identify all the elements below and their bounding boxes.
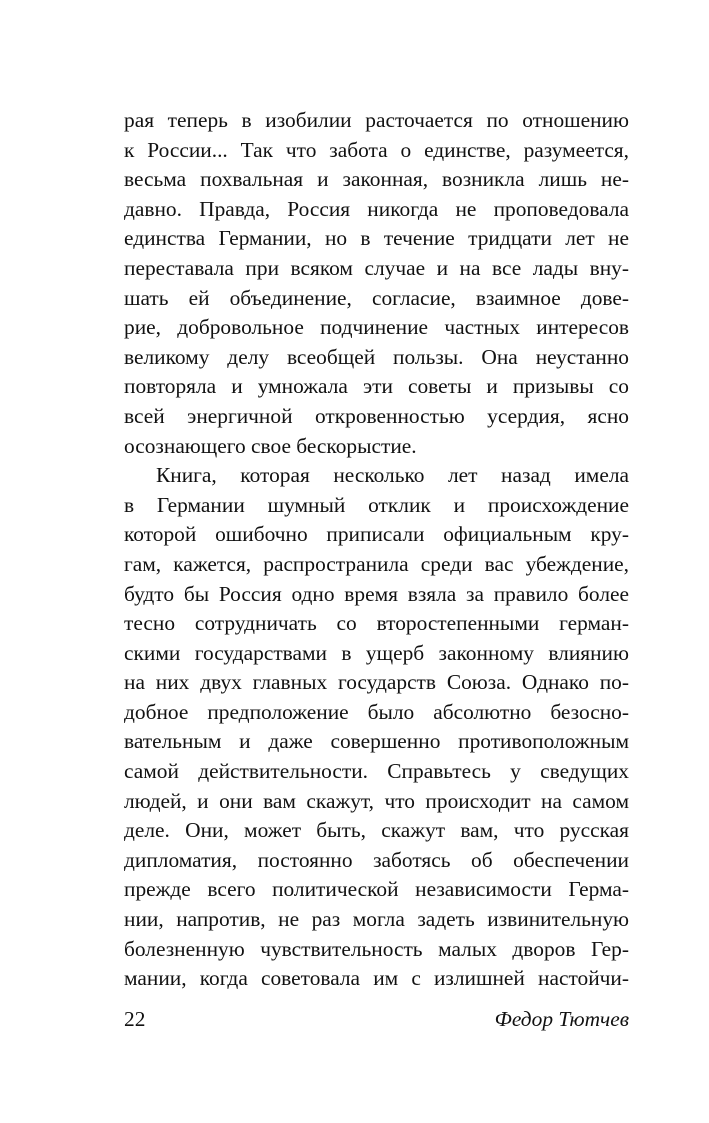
text-line: дипломатия, постоянно заботясь об обеспечении [124,847,629,872]
text-line: на них двух главных государств Союза. Однако по- [124,670,629,695]
text-line: будто бы Россия одно время взяла за правило более [124,581,629,606]
text-line: осознающего свое бескорыстие. [124,433,417,458]
text-line: самой действительности. Справьтесь у сведущих [124,759,629,784]
text-line: шать ей объединение, согласие, взаимное дове- [124,285,629,310]
text-line: к России... Так что забота о единстве, разумеется, [124,137,629,162]
text-line: давно. Правда, Россия никогда не проповедовала [124,196,629,221]
text-line: гам, кажется, распространила среди вас убеждение, [124,551,629,576]
text-line: переставала при всяком случае и на все лады вну- [124,255,629,280]
text-line: великому делу всеобщей пользы. Она неустанно [124,344,629,369]
text-line: тесно сотрудничать со второстепенными герман- [124,611,629,636]
text-line: людей, и они вам скажут, что происходит на самом [124,788,629,813]
text-line: которой ошибочно приписали официальным кру- [124,522,629,547]
text-line: повторяла и умножала эти советы и призывы со [124,374,629,399]
text-line: болезненную чувствительность малых дворов Гер- [124,936,629,961]
running-title: Федор Тютчев [494,1007,629,1031]
text-line: в Германии шумный отклик и происхождение [124,492,629,517]
page-number: 22 [124,1007,146,1031]
text-line: рая теперь в изобилии расточается по отношению [124,108,629,132]
paragraph-2 [124,461,629,994]
text-line: нии, напротив, не раз могла задеть извинительную [124,907,629,932]
text-line: прежде всего политической независимости Герма- [124,877,629,902]
text-line: Книга, которая несколько лет назад имела [156,463,629,488]
text-line: деле. Они, может быть, скажут вам, что русская [124,818,629,843]
text-line: весьма похвальная и законная, возникла лишь не- [124,167,629,192]
paragraph-1 [124,106,629,461]
text-line: добное предположение было абсолютно безосно- [124,699,629,724]
page-footer [124,1004,629,1034]
body-text [124,106,629,994]
text-line: мании, когда советовала им с излишней настойчи- [124,966,629,991]
text-line: рие, добровольное подчинение частных интересов [124,315,629,340]
text-line: скими государствами в ущерб законному влиянию [124,640,629,665]
text-line: единства Германии, но в течение тридцати лет не [124,226,629,251]
text-line: всей энергичной откровенностью усердия, ясно [124,403,629,428]
text-line: вательным и даже совершенно противоположным [124,729,629,754]
